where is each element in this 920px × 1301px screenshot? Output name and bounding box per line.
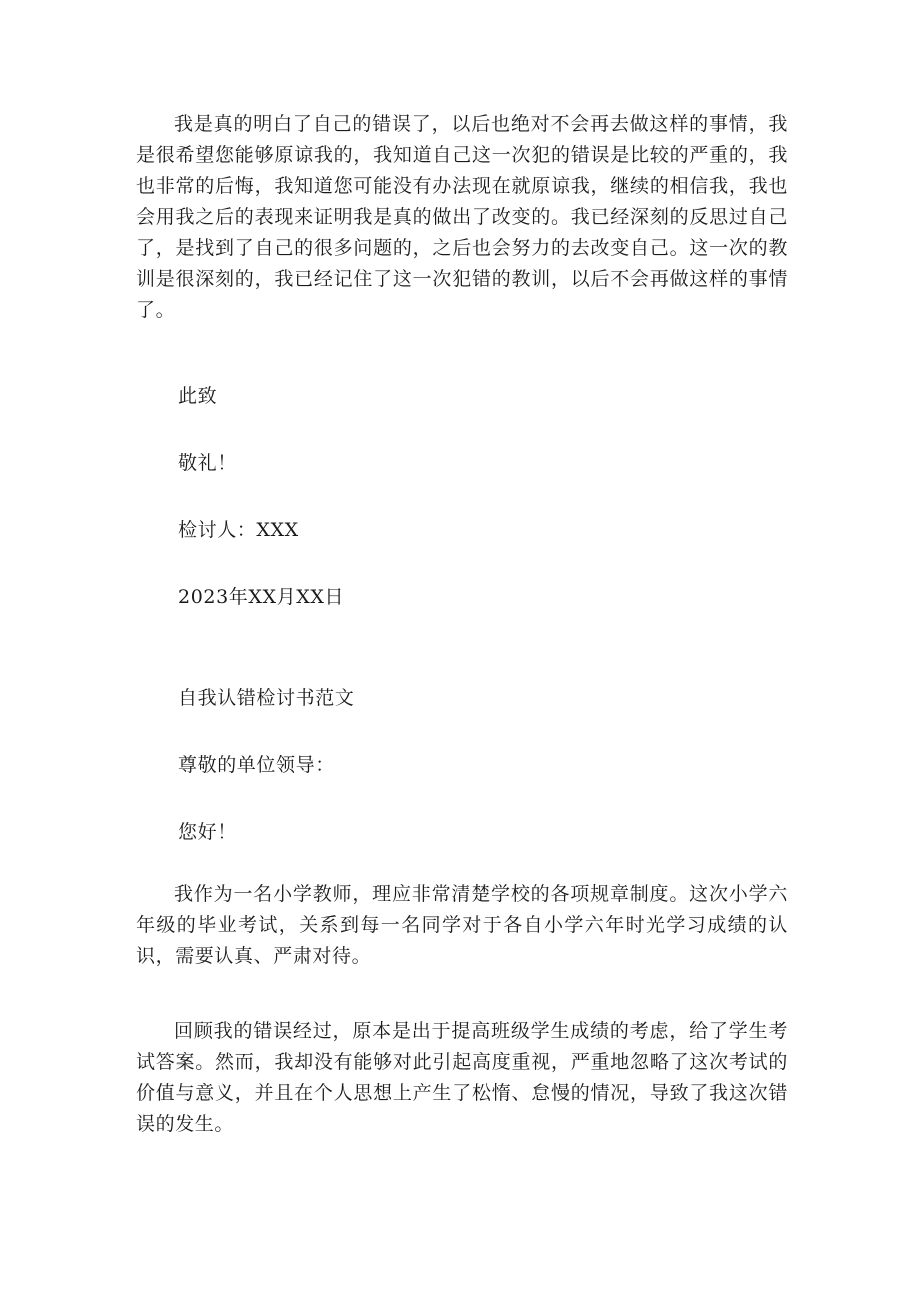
- section-title: 自我认错检讨书范文: [178, 687, 355, 709]
- signature-line: 检讨人：XXX: [178, 519, 299, 541]
- body-paragraph-2: 我作为一名小学教师，理应非常清楚学校的各项规章制度。这次小学六年级的毕业考试，关系到每一名同学对于各自小学六年时光学习成绩的认识，需要认真、严肃对待。: [136, 883, 788, 967]
- date-line: 2023年XX月XX日: [178, 586, 345, 608]
- closing-line-2: 敬礼！: [178, 452, 237, 474]
- salutation-line: 尊敬的单位领导：: [178, 754, 335, 776]
- body-paragraph-3: 回顾我的错误经过，原本是出于提高班级学生成绩的考虑，给了学生考试答案。然而，我却没有能够对此引起高度重视，严重地忽略了这次考试的价值与意义，并且在个人思想上产生了松惰、怠慢的情况，导致了我这次错误的发生。: [136, 1020, 788, 1135]
- greeting-line: 您好！: [178, 821, 237, 843]
- body-paragraph-1: 我是真的明白了自己的错误了，以后也绝对不会再去做这样的事情，我是很希望您能够原谅我的，我知道自己这一次犯的错误是比较的严重的，我也非常的后悔，我知道您可能没有办法现在就原谅我，继续的相信我，我也会用我之后的表现来证明我是真的做出了改变的。我已经深刻的反思过自己了，是找到了自己的很多问题的，之后也会努力的去改变自己。这一次的教训是很深刻的，我已经记住了这一次犯错的教训，以后不会再做这样的事情了。: [136, 113, 788, 321]
- closing-line-1: 此致: [178, 385, 218, 407]
